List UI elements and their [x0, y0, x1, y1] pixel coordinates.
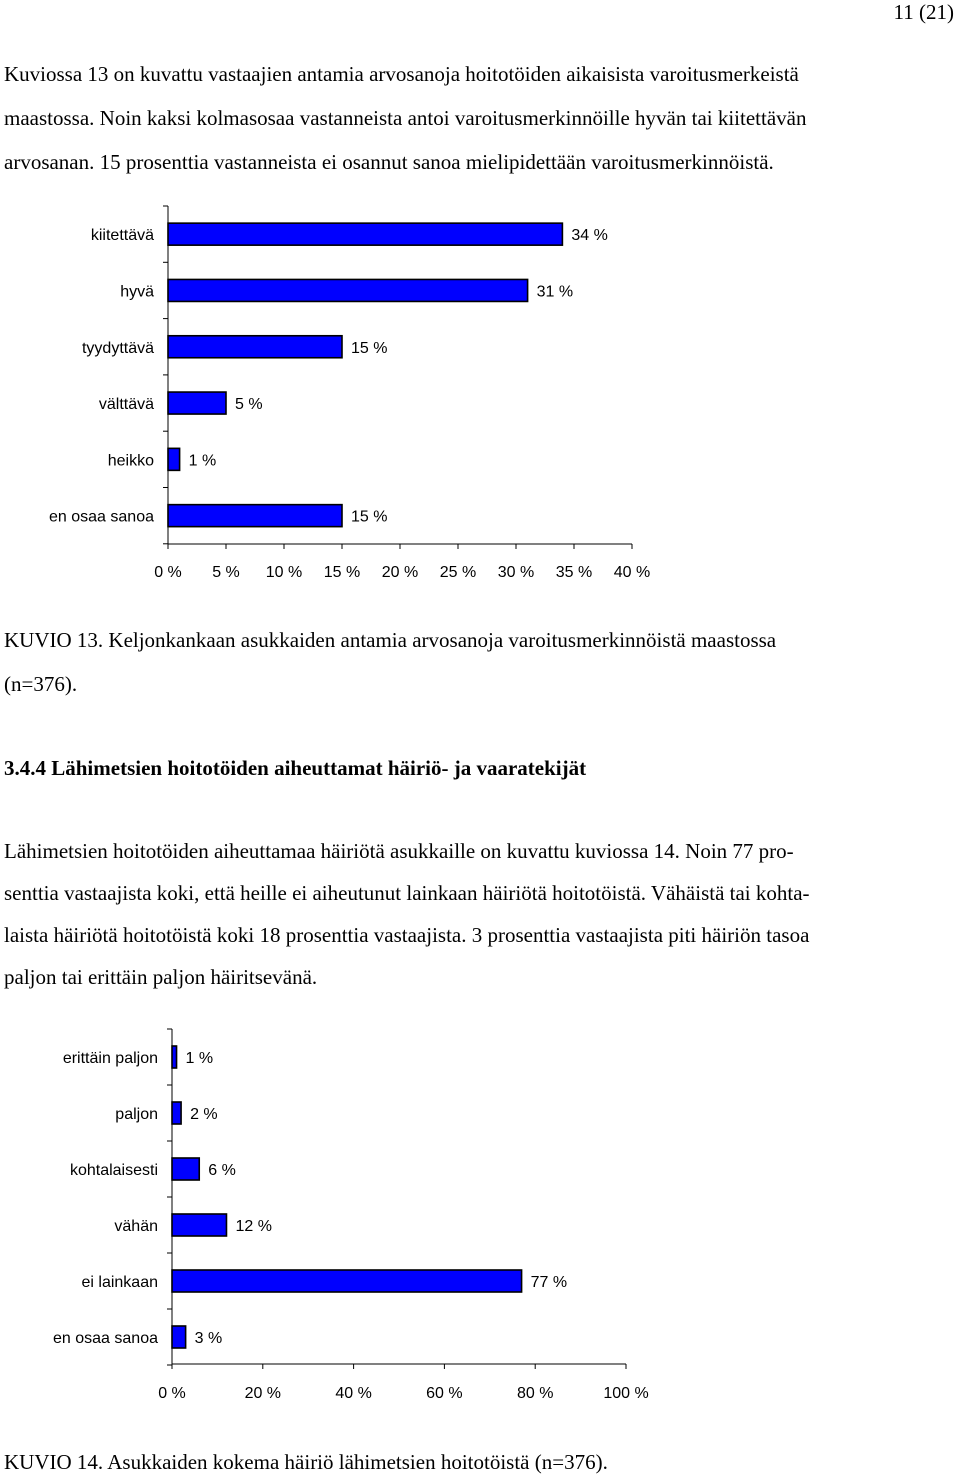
value-label: 2 %: [190, 1106, 218, 1123]
bar: [172, 1102, 181, 1124]
intro-line: Kuviossa 13 on kuvattu vastaajien antamia arvosanoja hoitotöiden aikaisista varoitusmerkeistä: [4, 62, 799, 86]
x-tick-label: 20 %: [381, 564, 419, 581]
x-tick-label: 0 %: [158, 1385, 186, 1402]
category-label: kiitettävä: [90, 227, 154, 245]
value-label: 3 %: [194, 1330, 223, 1347]
category-label: välttävä: [98, 396, 154, 414]
x-tick-label: 5 %: [212, 564, 240, 581]
category-label: en osaa sanoa: [53, 1330, 158, 1347]
x-tick-label: 25 %: [439, 564, 477, 581]
bar: [172, 1158, 199, 1180]
x-tick-label: 10 %: [265, 564, 303, 581]
x-tick-label: 80 %: [516, 1385, 554, 1402]
x-tick-label: 60 %: [426, 1385, 463, 1402]
page-number: 11 (21): [893, 0, 954, 24]
bar: [172, 1270, 522, 1292]
value-label: 34 %: [571, 227, 608, 245]
value-label: 6 %: [208, 1162, 236, 1179]
section-heading: 3.4.4 Lähimetsien hoitotöiden aiheuttamat häiriö- ja vaaratekijät: [4, 756, 587, 780]
category-label: heikko: [107, 452, 154, 470]
category-label: tyydyttävä: [81, 339, 154, 357]
paragraph-line: paljon tai erittäin paljon häiritsevänä.: [4, 965, 318, 989]
category-label: kohtalaisesti: [69, 1162, 158, 1179]
x-tick-label: 20 %: [244, 1385, 282, 1402]
value-label: 1 %: [185, 1050, 214, 1067]
value-label: 12 %: [235, 1218, 272, 1235]
x-tick-label: 15 %: [323, 564, 361, 581]
paragraph-line: Lähimetsien hoitotöiden aiheuttamaa häiriötä asukkaille on kuvattu kuviossa 14. Noin 77 pro-: [4, 839, 794, 863]
x-tick-label: 40 %: [335, 1385, 372, 1402]
value-label: 77 %: [530, 1274, 568, 1291]
category-label: paljon: [115, 1106, 158, 1123]
category-label: vähän: [114, 1218, 158, 1235]
paragraph-line: laista häiriötä hoitotöistä koki 18 prosenttia vastaajista. 3 prosenttia vastaajista piti häiriön tasoa: [4, 923, 810, 947]
intro-line: maastossa. Noin kaksi kolmasosaa vastanneista antoi varoitusmerkinnöille hyvän tai kiitettävän: [4, 106, 807, 130]
category-label: hyvä: [120, 283, 154, 301]
x-tick-label: 100 %: [603, 1385, 649, 1402]
value-label: 5 %: [235, 396, 263, 414]
caption-line: (n=376).: [4, 672, 78, 696]
bar: [172, 1214, 226, 1236]
x-tick-label: 30 %: [497, 564, 535, 581]
x-tick-label: 35 %: [555, 564, 593, 581]
bar: [172, 1046, 177, 1068]
category-label: ei lainkaan: [81, 1274, 158, 1291]
figure-14-caption: KUVIO 14. Asukkaiden kokema häiriö lähimetsien hoitotöistä (n=376).: [4, 1450, 608, 1474]
x-tick-label: 40 %: [613, 564, 651, 581]
value-label: 15 %: [351, 508, 388, 526]
value-label: 1 %: [188, 452, 217, 470]
value-label: 31 %: [536, 283, 574, 301]
bar: [172, 1326, 186, 1348]
category-label: en osaa sanoa: [49, 508, 154, 526]
intro-line: arvosanan. 15 prosenttia vastanneista ei osannut sanoa mielipidettään varoitusmerkinnöistä.: [4, 150, 774, 174]
x-tick-label: 0 %: [154, 564, 182, 581]
caption-line: KUVIO 13. Keljonkankaan asukkaiden antamia arvosanoja varoitusmerkinnöistä maastossa: [4, 628, 777, 652]
category-label: erittäin paljon: [62, 1050, 158, 1067]
value-label: 15 %: [351, 339, 388, 357]
paragraph-line: senttia vastaajista koki, että heille ei aiheutunut lainkaan häiriötä hoitotöistä. Vähäistä tai kohta-: [4, 881, 810, 905]
